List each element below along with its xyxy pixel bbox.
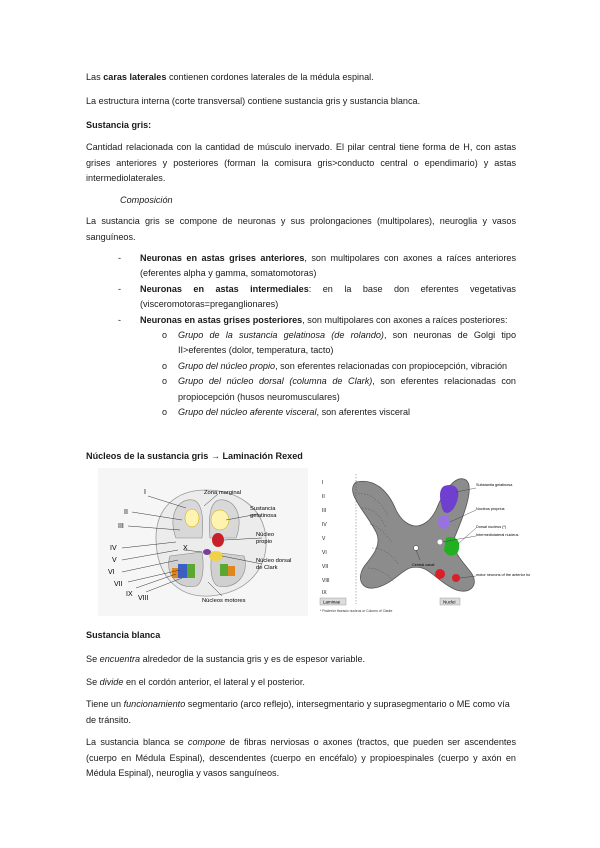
motor-green bbox=[187, 564, 195, 578]
lamina-label-viii: VIII bbox=[138, 595, 149, 602]
nuclei-label: Nuclei bbox=[443, 599, 456, 605]
text-span: Tiene un bbox=[86, 699, 124, 709]
motor-neuron-red-2 bbox=[452, 574, 460, 582]
italic-term: Grupo de la sustancia gelatinosa (de rolando) bbox=[178, 330, 384, 341]
text-span: contienen cordones laterales de la médula espinal. bbox=[166, 72, 374, 82]
motor-orange bbox=[172, 568, 178, 578]
list-item bbox=[162, 374, 516, 405]
text-span: , son neuronas de Golgi tipo II>eferentes (dolor, temperatura, tacto) bbox=[178, 330, 517, 356]
label-sustancia: Sustancia bbox=[250, 506, 276, 512]
posterior-subgroup-list bbox=[140, 328, 516, 420]
heading-text: Sustancia gris: bbox=[86, 120, 152, 130]
bold-term: Neuronas en astas grises posteriores bbox=[140, 314, 303, 325]
paragraph-lateral-faces bbox=[86, 70, 516, 86]
text-span: Las bbox=[86, 72, 104, 82]
italic-term: funcionamiento bbox=[123, 699, 186, 709]
label-nucleo-dorsal: Núcleo dorsal bbox=[256, 558, 292, 564]
intermediolateral-nucleus bbox=[438, 540, 443, 545]
lamina-numeral-4: IV bbox=[322, 522, 327, 528]
clark-nucleus-yellow bbox=[209, 551, 223, 561]
italic-term: compone bbox=[187, 737, 226, 747]
paragraph-blanca-composition bbox=[86, 735, 516, 782]
motor-neuron-red bbox=[435, 569, 445, 579]
paragraph-gris-description: Cantidad relacionada con la cantidad de músculo inervado. El pilar central tiene forma de H, con astas grises anteriores y posteriores (forman la comisura gris>conducto central o ependimario) y astas intermediolaterales. bbox=[86, 142, 516, 184]
label-motor-neurons: motor neurons of the anterior ho bbox=[476, 573, 531, 577]
text-span: , son eferentes relacionadas con propiocepción (husos neuromusculares) bbox=[178, 376, 516, 402]
heading-text: Laminación Rexed bbox=[219, 451, 303, 461]
neuron-list bbox=[118, 251, 516, 420]
lamina-numeral-6: VI bbox=[322, 550, 327, 556]
gelatinosa-left bbox=[185, 509, 199, 527]
label-dorsal-nucleus: Dorsal nucleus (*) bbox=[476, 525, 507, 529]
italic-term: encuentra bbox=[99, 654, 141, 664]
text-span: de fibras nerviosas o axones (tractos, que pueden ser ascendentes (cuerpo en Médula Espinal), descendentes (cuerpo en encéfalo) y propioespinales (cuerpo y axón en Médula Espinal), neuroglia y vasos sanguíneos. bbox=[86, 737, 517, 779]
motor-blue bbox=[178, 564, 187, 578]
motor-green-right bbox=[220, 564, 228, 576]
subheading-composicion: Composición bbox=[120, 195, 173, 205]
text-span: , son eferentes relacionadas con propiocepción, vibración bbox=[275, 360, 508, 371]
italic-term: divide bbox=[99, 677, 124, 687]
text-span: : en la base don eferentes vegetativas (visceromotoras=preganglionares) bbox=[140, 283, 516, 310]
bold-term: Neuronas en astas intermediales bbox=[140, 283, 309, 294]
list-item bbox=[162, 328, 516, 359]
list-item bbox=[162, 359, 516, 374]
lamina-label-vii: VII bbox=[114, 581, 123, 588]
heading-text: Núcleos de la sustancia gris bbox=[86, 451, 211, 461]
paragraph-gris-composition: La sustancia gris se compone de neuronas y sus prolongaciones (multipolares), neuroglia y vasos sanguíneos. bbox=[86, 216, 516, 242]
text-span: , son aferentes visceral bbox=[316, 407, 411, 418]
label-substantia-gelatinosa: Substantia gelatinosa bbox=[476, 483, 513, 487]
label-zona-marginal: Zona marginal bbox=[204, 490, 242, 496]
text-span: La sustancia blanca se bbox=[86, 737, 188, 747]
bold-term: caras laterales bbox=[103, 72, 167, 82]
figure-footnote: * Posterior thoracic nucleus or Column of Clarke bbox=[320, 609, 393, 613]
list-item bbox=[118, 313, 516, 421]
label-nucleus-proprius: Nucleus proprius bbox=[476, 507, 505, 511]
list-item bbox=[118, 282, 516, 313]
text-span: Se bbox=[86, 654, 100, 664]
lamina-label-x: X bbox=[183, 545, 188, 552]
lamina-label-v: V bbox=[112, 557, 117, 564]
lamina-label-iv: IV bbox=[110, 545, 117, 552]
lamina-label-vi: VI bbox=[108, 569, 115, 576]
paragraph-blanca-division bbox=[86, 675, 516, 691]
label-intermediolateral: Intermediolateral nucleus bbox=[476, 533, 519, 537]
dorsal-nucleus-green bbox=[444, 537, 459, 556]
paragraph-blanca-location bbox=[86, 652, 516, 668]
lamina-numeral-8: VIII bbox=[322, 578, 330, 584]
lamina-numeral-1: I bbox=[322, 480, 324, 486]
list-item bbox=[162, 405, 516, 420]
text-span: , son multipolares con axones a raíces posteriores: bbox=[302, 314, 508, 325]
lamina-numeral-7: VII bbox=[322, 564, 329, 570]
lamina-label-iii: III bbox=[118, 523, 124, 530]
laminae-label: Laminae bbox=[323, 599, 341, 605]
text-span: Se bbox=[86, 677, 100, 687]
motor-orange-right bbox=[228, 566, 235, 576]
label-central-canal: Central canal bbox=[412, 563, 435, 567]
lamina-label-ix: IX bbox=[126, 591, 133, 598]
paragraph-blanca-function bbox=[86, 697, 516, 728]
italic-term: Grupo del núcleo propio bbox=[178, 360, 276, 371]
lamina-numeral-2: II bbox=[322, 494, 325, 500]
label-propio: propio bbox=[256, 539, 273, 545]
label-nucleos-motores: Núcleos motores bbox=[202, 598, 246, 604]
lamina-label-i: I bbox=[144, 489, 146, 496]
nucleus-proprius-red bbox=[212, 533, 224, 547]
central-canal bbox=[203, 549, 211, 555]
heading-sustancia-gris bbox=[86, 118, 516, 134]
text-span: alrededor de la sustancia gris y es de espesor variable. bbox=[140, 654, 366, 664]
heading-sustancia-blanca bbox=[86, 628, 516, 644]
heading-nucleos bbox=[86, 449, 516, 465]
gray-matter-nuclei-figure bbox=[316, 464, 531, 616]
text-span: , son multipolares con axones a raíces anteriores (eferentes alpha y gamma, somatomotoras) bbox=[140, 253, 516, 279]
lamina-numeral-5: V bbox=[322, 536, 326, 542]
lamina-numeral-3: III bbox=[322, 508, 327, 514]
list-item bbox=[118, 251, 516, 282]
central-canal-dot bbox=[414, 546, 419, 551]
nucleus-proprius-purple bbox=[438, 515, 450, 529]
arrow-right-icon: → bbox=[210, 451, 220, 461]
heading-text: Sustancia blanca bbox=[86, 630, 161, 640]
lamina-label-ii: II bbox=[124, 509, 128, 516]
lamina-numeral-9: IX bbox=[322, 590, 327, 596]
text-span: en el cordón anterior, el lateral y el posterior. bbox=[123, 677, 305, 687]
bold-term: Neuronas en astas grises anteriores bbox=[140, 253, 305, 263]
label-gelatinosa: gelatinosa bbox=[250, 513, 277, 519]
italic-term: Grupo del núcleo aferente visceral bbox=[178, 407, 317, 418]
text-span: segmentario (arco reflejo), intersegmentario y suprasegmentario o ME como vía de tránsito. bbox=[86, 699, 510, 725]
label-nucleo: Núcleo bbox=[256, 532, 275, 538]
italic-term: Grupo del núcleo dorsal (columna de Clark) bbox=[178, 376, 373, 387]
rexed-laminae-figure bbox=[98, 468, 308, 616]
paragraph-internal-structure: La estructura interna (corte transversal) contiene sustancia gris y sustancia blanca. bbox=[86, 96, 421, 106]
label-de-clark: de Clark bbox=[256, 565, 278, 571]
